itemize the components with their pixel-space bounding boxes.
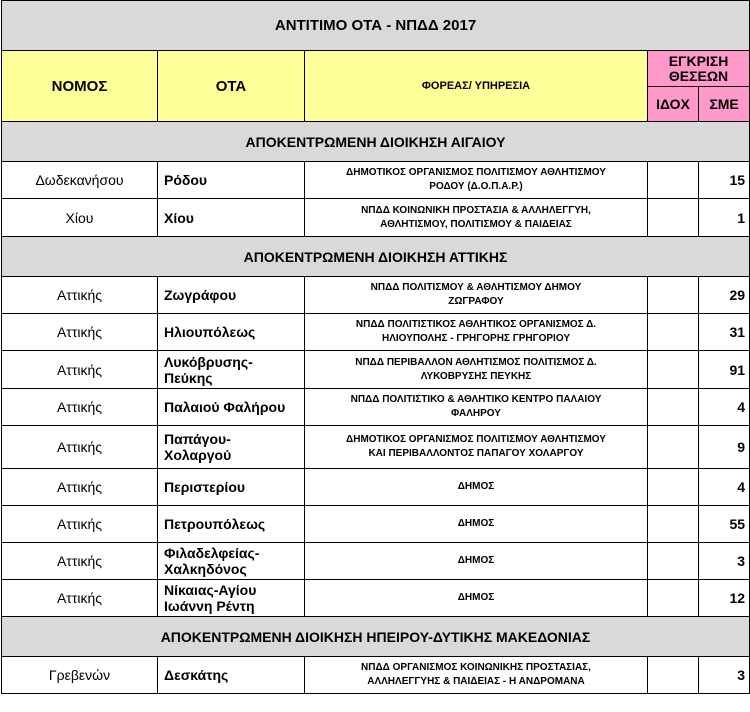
foreas-line: ΝΠΔΔ ΠΟΛΙΤΙΣΜΟΥ & ΑΘΛΗΤΙΣΜΟΥ ΔΗΜΟΥ [370, 282, 582, 293]
cell-sme: 31 [699, 314, 750, 351]
ota-line: Ζωγράφου [164, 287, 237, 303]
cell-foreas [305, 580, 648, 617]
table-title: ΑΝΤΙΤΙΜΟ ΟΤΑ - ΝΠΔΔ 2017 [2, 1, 750, 51]
ota-line: Ρόδου [164, 172, 208, 188]
cell-nomos: Αττικής [2, 580, 158, 617]
cell-ota [158, 389, 305, 426]
cell-idox [648, 506, 699, 543]
cell-foreas [305, 506, 648, 543]
cell-idox [648, 314, 699, 351]
cell-ota [158, 277, 305, 314]
header-idox: ΙΔΟΧ [648, 87, 699, 122]
foreas-line: ΗΛΙΟΥΠΟΛΗΣ - ΓΡΗΓΟΡΗΣ ΓΡΗΓΟΡΙΟΥ [381, 333, 571, 344]
ota-line: Νίκαιας-Αγίου [164, 582, 257, 598]
cell-ota [158, 162, 305, 199]
ota-line: Χολαργού [164, 447, 232, 463]
ota-line: Περιστερίου [164, 479, 246, 495]
header-approval [648, 51, 750, 87]
cell-idox [648, 580, 699, 617]
cell-ota [158, 314, 305, 351]
cell-sme: 3 [699, 543, 750, 580]
foreas-line: ΔΗΜΟΣ [457, 481, 495, 492]
cell-nomos: Δωδεκανήσου [2, 162, 158, 199]
header-ota: ΟΤΑ [158, 51, 305, 122]
cell-foreas [305, 426, 648, 469]
cell-sme: 15 [699, 162, 750, 199]
cell-ota [158, 426, 305, 469]
cell-idox [648, 277, 699, 314]
cell-foreas [305, 314, 648, 351]
cell-idox [648, 199, 699, 237]
table-row [2, 199, 750, 237]
cell-sme: 1 [699, 199, 750, 237]
ota-line: Χαλκηδόνος [164, 561, 247, 577]
cell-nomos: Αττικής [2, 469, 158, 506]
table-row [2, 426, 750, 469]
foreas-line: ΚΑΙ ΠΕΡΙΒΑΛΛΟΝΤΟΣ ΠΑΠΑΓΟΥ ΧΟΛΑΡΓΟΥ [368, 448, 584, 459]
header-nomos: ΝΟΜΟΣ [2, 51, 158, 122]
foreas-line: ΝΠΔΔ ΠΟΛΙΤΙΣΤΙΚΟ & ΑΘΛΗΤΙΚΟ ΚΕΝΤΡΟ ΠΑΛΑΙΟΥ [350, 394, 602, 405]
table-row [2, 351, 750, 389]
ota-line: Φιλαδελφείας- [164, 545, 260, 561]
cell-foreas [305, 657, 648, 694]
cell-ota [158, 580, 305, 617]
cell-ota [158, 199, 305, 237]
foreas-line: ΛΥΚΟΒΡΥΣΗΣ ΠΕΥΚΗΣ [420, 370, 532, 382]
foreas-line: ΝΠΔΔ ΚΟΙΝΩΝΙΚΗ ΠΡΟΣΤΑΣΙΑ & ΑΛΛΗΛΕΓΓΥΗ, [361, 204, 591, 216]
cell-sme: 91 [699, 351, 750, 389]
cell-idox [648, 351, 699, 389]
region-row [2, 617, 750, 657]
cell-foreas [305, 199, 648, 237]
cell-ota [158, 351, 305, 389]
cell-nomos: Αττικής [2, 351, 158, 389]
foreas-line: ΝΠΔΔ ΟΡΓΑΝΙΣΜΟΣ ΚΟΙΝΩΝΙΚΗΣ ΠΡΟΣΤΑΣΙΑΣ, [361, 662, 591, 673]
cell-nomos: Γρεβενών [2, 657, 158, 694]
region-name: ΑΠΟΚΕΝΤΡΩΜΕΝΗ ΔΙΟΙΚΗΣΗ ΑΙΓΑΙΟΥ [2, 122, 750, 162]
ota-line: Χίου [164, 209, 194, 226]
cell-ota [158, 469, 305, 506]
table-row [2, 314, 750, 351]
cell-ota [158, 657, 305, 694]
title-row [2, 1, 750, 51]
cell-nomos: Αττικής [2, 506, 158, 543]
cell-idox [648, 657, 699, 694]
foreas-line: ΝΠΔΔ ΠΕΡΙΒΑΛΛΟΝ ΑΘΛΗΤΙΣΜΟΣ ΠΟΛΙΤΙΣΜΟΣ Δ. [355, 356, 597, 368]
header-row [2, 51, 750, 87]
cell-foreas [305, 389, 648, 426]
cell-ota [158, 543, 305, 580]
cell-nomos: Αττικής [2, 426, 158, 469]
header-approval-line2: ΘΕΣΕΩΝ [668, 67, 729, 84]
region-row [2, 237, 750, 277]
foreas-line: ΝΠΔΔ ΠΟΛΙΤΙΣΤΙΚΟΣ ΑΘΛΗΤΙΚΟΣ ΟΡΓΑΝΙΣΜΟΣ Δ. [355, 319, 597, 330]
header-sme: ΣΜΕ [699, 87, 750, 122]
cell-foreas [305, 469, 648, 506]
region-name: ΑΠΟΚΕΝΤΡΩΜΕΝΗ ΔΙΟΙΚΗΣΗ ΗΠΕΙΡΟΥ-ΔΥΤΙΚΗΣ ΜΑΚΕΔΟΝΙΑΣ [2, 617, 750, 657]
cell-nomos: Αττικής [2, 389, 158, 426]
ota-line: Ηλιουπόλεως [164, 324, 256, 340]
foreas-line: ΦΑΛΗΡΟΥ [451, 408, 501, 419]
ota-line: Ιωάννη Ρέντη [164, 598, 255, 614]
table-row [2, 277, 750, 314]
cell-foreas [305, 277, 648, 314]
cell-sme: 12 [699, 580, 750, 617]
cell-foreas [305, 543, 648, 580]
table-row [2, 506, 750, 543]
ota-line: Παπάγου- [164, 431, 231, 447]
cell-foreas [305, 351, 648, 389]
foreas-line: ΖΩΓΡΑΦΟΥ [448, 296, 504, 307]
cell-idox [648, 426, 699, 469]
table-row [2, 543, 750, 580]
region-row [2, 122, 750, 162]
ota-line: Πετρουπόλεως [164, 516, 266, 532]
cell-ota [158, 506, 305, 543]
foreas-line: ΑΘΛΗΤΙΣΜΟΥ, ΠΟΛΙΤΙΣΜΟΥ & ΠΑΙΔΕΙΑΣ [380, 218, 572, 230]
foreas-line: ΔΗΜΟΣ [457, 555, 495, 566]
cell-idox [648, 389, 699, 426]
foreas-line: ΔΗΜΟΤΙΚΟΣ ΟΡΓΑΝΙΣΜΟΣ ΠΟΛΙΤΙΣΜΟΥ ΑΘΛΗΤΙΣΜΟΥ [346, 434, 606, 445]
table-row [2, 162, 750, 199]
cell-idox [648, 543, 699, 580]
positions-table [1, 0, 750, 694]
header-approval-line1: ΕΓΚΡΙΣΗ [668, 52, 729, 69]
table-row [2, 469, 750, 506]
cell-sme: 29 [699, 277, 750, 314]
table-row [2, 389, 750, 426]
ota-line: Παλαιού Φαλήρου [164, 399, 286, 415]
cell-idox [648, 469, 699, 506]
header-foreas: ΦΟΡΕΑΣ/ ΥΠΗΡΕΣΙΑ [305, 51, 648, 122]
foreas-line: ΔΗΜΟΣ [457, 592, 495, 603]
cell-nomos: Αττικής [2, 314, 158, 351]
table-row [2, 657, 750, 694]
foreas-line: ΑΛΛΗΛΕΓΓΥΗΣ & ΠΑΙΔΕΙΑΣ - Η ΑΝΔΡΟΜΑΝΑ [367, 676, 585, 687]
cell-idox [648, 162, 699, 199]
cell-nomos: Χίου [2, 199, 158, 237]
cell-nomos: Αττικής [2, 543, 158, 580]
cell-sme: 3 [699, 657, 750, 694]
ota-line: Δεσκάτης [164, 667, 229, 683]
ota-line: Πεύκης [164, 369, 213, 386]
cell-foreas [305, 162, 648, 199]
foreas-line: ΔΗΜΟΤΙΚΟΣ ΟΡΓΑΝΙΣΜΟΣ ΠΟΛΙΤΙΣΜΟΥ ΑΘΛΗΤΙΣΜΟΥ [346, 167, 606, 178]
ota-line: Λυκόβρυσης- [164, 353, 253, 370]
table-row [2, 580, 750, 617]
region-name: ΑΠΟΚΕΝΤΡΩΜΕΝΗ ΔΙΟΙΚΗΣΗ ΑΤΤΙΚΗΣ [2, 237, 750, 277]
cell-sme: 9 [699, 426, 750, 469]
cell-sme: 4 [699, 469, 750, 506]
foreas-line: ΡΟΔΟΥ (Δ.Ο.Π.Α.Ρ.) [429, 181, 523, 192]
cell-sme: 55 [699, 506, 750, 543]
cell-nomos: Αττικής [2, 277, 158, 314]
cell-sme: 4 [699, 389, 750, 426]
foreas-line: ΔΗΜΟΣ [457, 518, 495, 529]
